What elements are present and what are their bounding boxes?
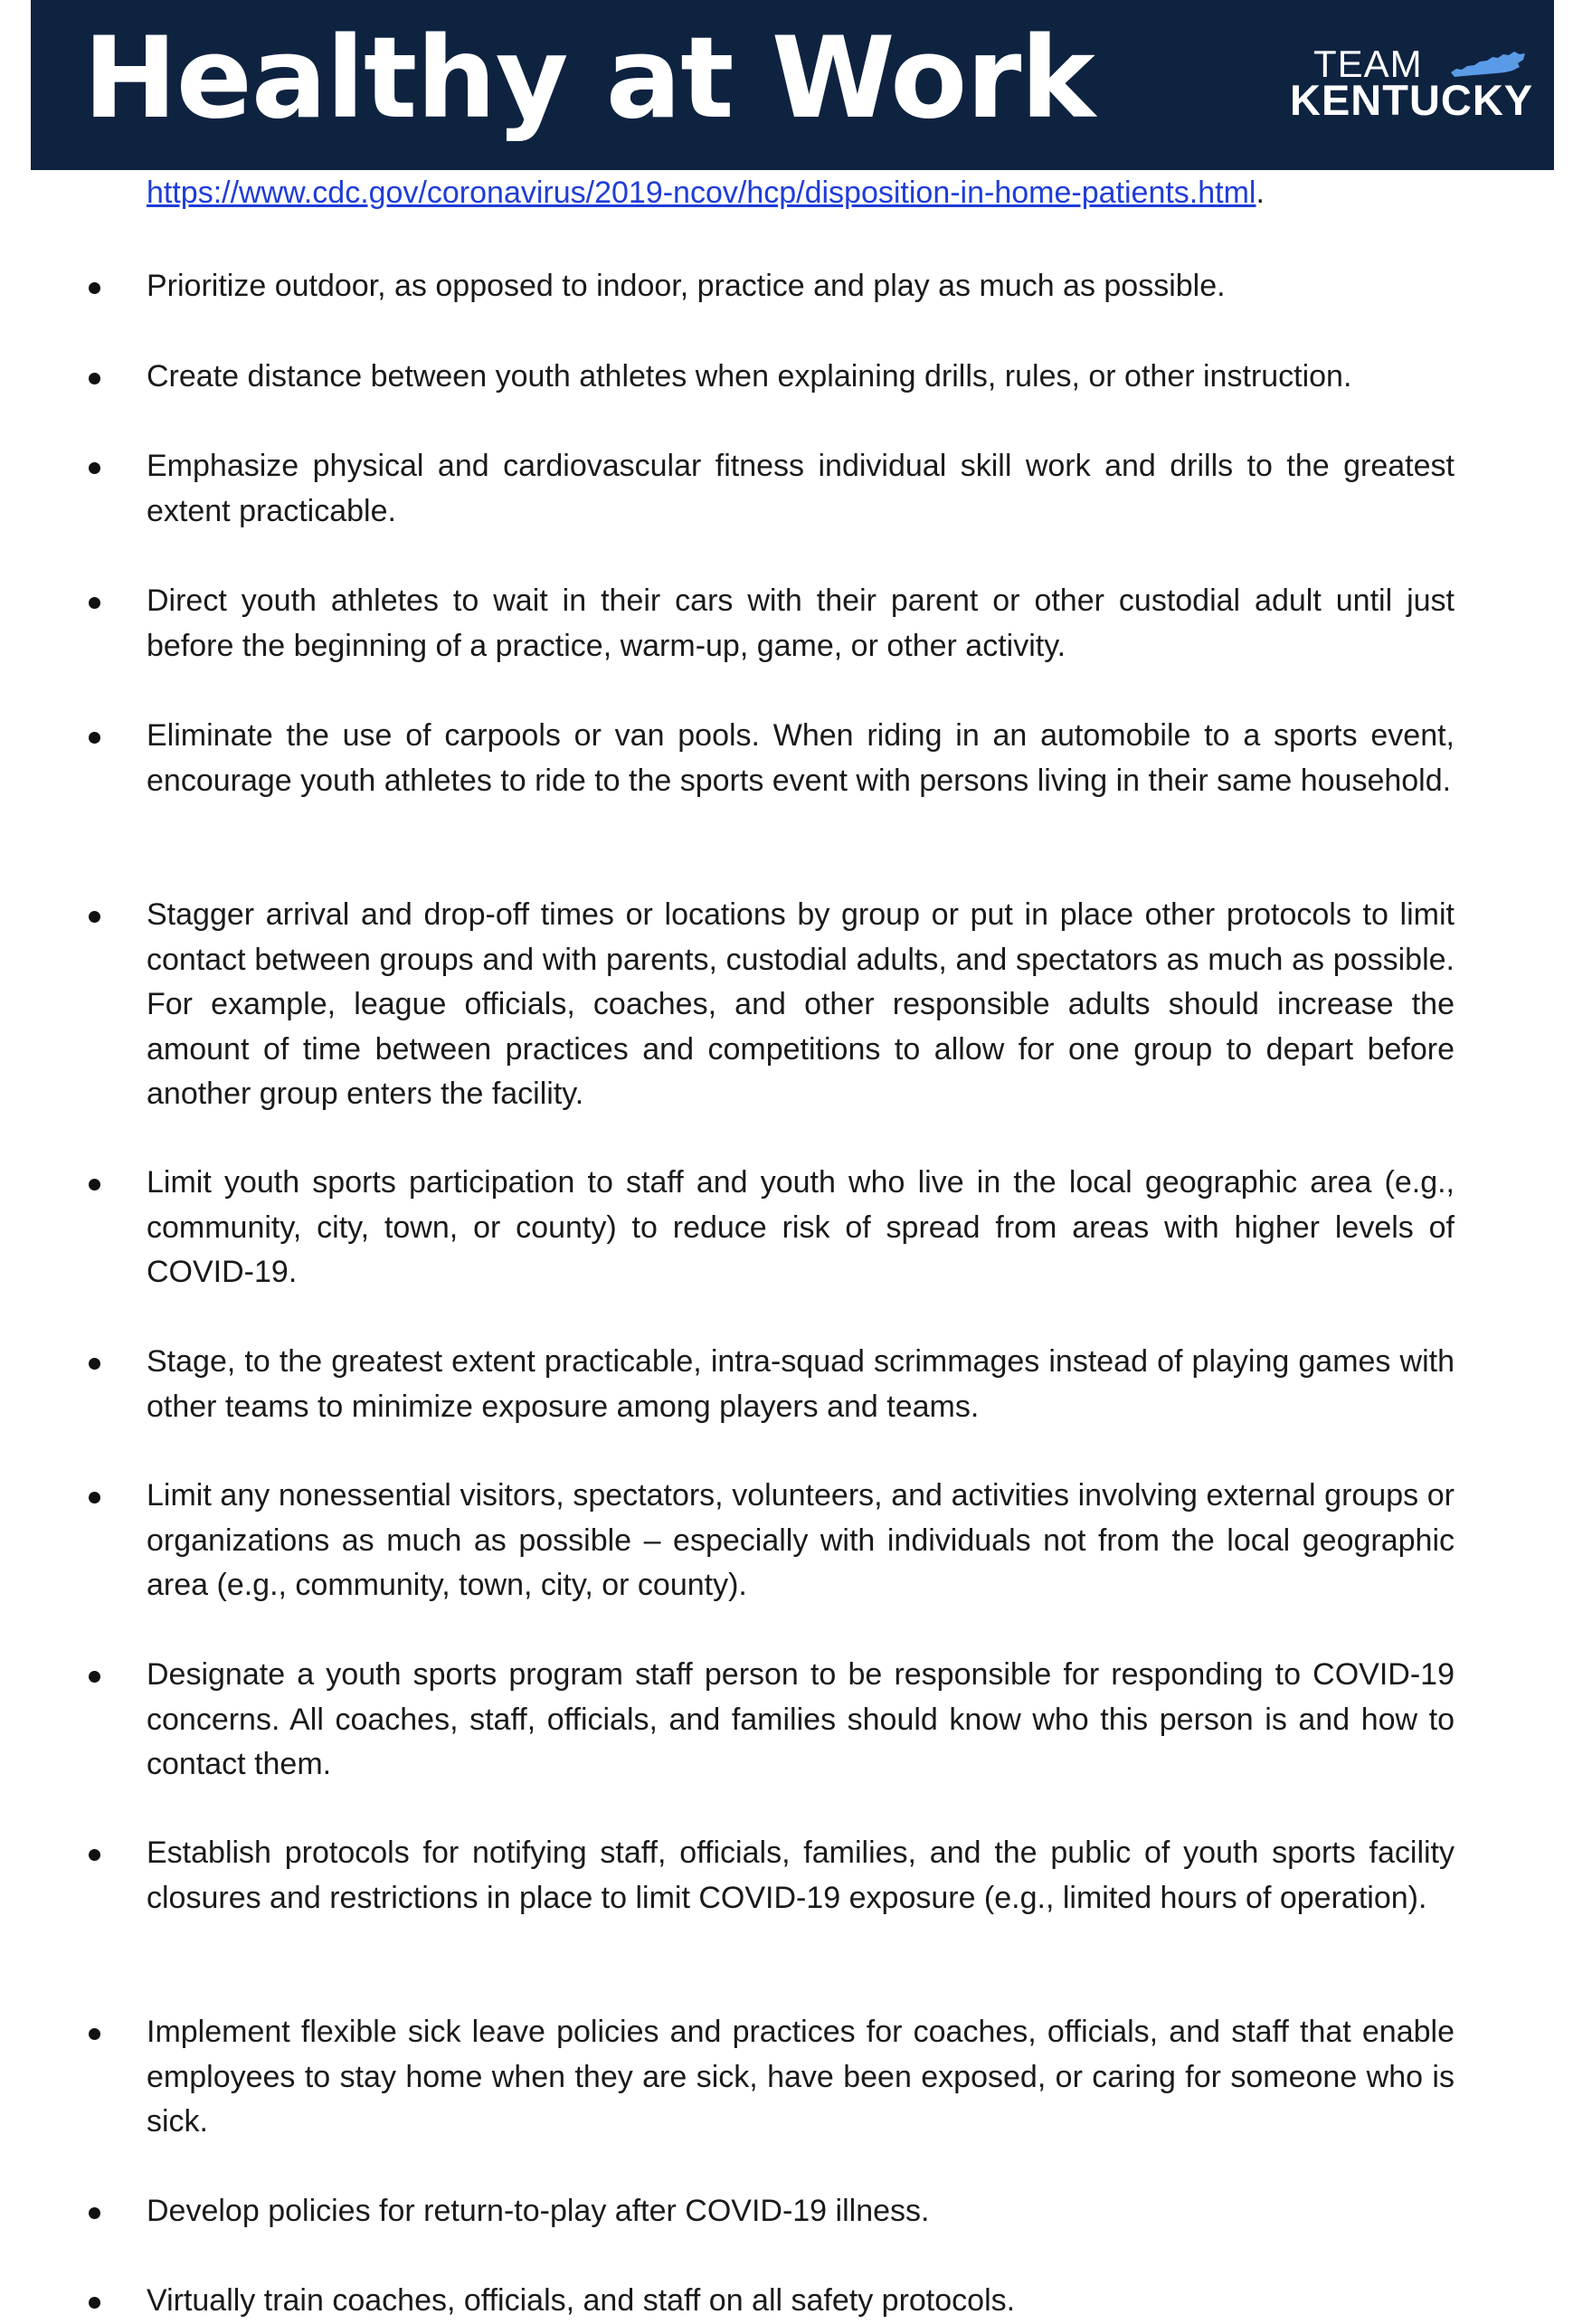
bullet-dot-icon [89, 2028, 100, 2040]
list-item-text: Virtually train coaches, officials, and staff on all safety protocols. [147, 2283, 1016, 2318]
bullet-dot-icon [89, 282, 100, 294]
list-item-text: Implement flexible sick leave policies and practices for coaches, officials, and staff that enable employees to stay home when they are sick, have been exposed, or caring for someone who is sick. [147, 2015, 1455, 2139]
list-item-text: Develop policies for return-to-play after COVID-19 illness. [147, 2194, 930, 2228]
list-item-text: Designate a youth sports program staff person to be responsible for responding to COVID-19 concerns. All coaches, staff, officials, and families should know who this person is and how to contact them. [147, 1657, 1455, 1781]
bullet-dot-icon [89, 2297, 100, 2309]
list-item-text: Limit youth sports participation to staff and youth who live in the local geographic area (e.g., community, city, town, or county) to reduce risk of spread from areas with higher levels of COVID-19. [147, 1165, 1455, 1289]
list-item-text: Emphasize physical and cardiovascular fitness individual skill work and drills to the greatest extent practicable. [147, 449, 1455, 528]
page-title: Healthy at Work [83, 14, 1094, 144]
bullet-dot-icon [89, 732, 100, 744]
bullet-dot-icon [89, 462, 100, 474]
cdc-link[interactable]: https://www.cdc.gov/coronavirus/2019-ncov/hcp/disposition-in-home-patients.html [147, 175, 1256, 210]
list-item-text: Limit any nonessential visitors, spectators, volunteers, and activities involving external groups or organizations as much as possible – especially with individuals not from the local geographic area (e.g., community, town, city, or county). [147, 1478, 1455, 1602]
list-item-text: Direct youth athletes to wait in their cars with their parent or other custodial adult until just before the beginning of a practice, warm-up, game, or other activity. [147, 583, 1455, 663]
bullet-dot-icon [89, 373, 100, 384]
list-item-text: Prioritize outdoor, as opposed to indoor, practice and play as much as possible. [147, 269, 1226, 303]
bullet-dot-icon [89, 1179, 100, 1190]
bullet-dot-icon [89, 2207, 100, 2219]
list-item-text: Stage, to the greatest extent practicable, intra-squad scrimmages instead of playing games with other teams to minimize exposure among players and teams. [147, 1344, 1455, 1424]
bullet-dot-icon [89, 1492, 100, 1503]
brand-state-label: KENTUCKY [1290, 76, 1534, 124]
bullet-dot-icon [89, 1849, 100, 1861]
reference-link-line [147, 170, 1458, 215]
brand-team-label: TEAM [1313, 43, 1423, 85]
bullet-dot-icon [89, 1671, 100, 1683]
list-item-text: Create distance between youth athletes when explaining drills, rules, or other instruction. [147, 359, 1352, 394]
list-item-text: Stagger arrival and drop-off times or locations by group or put in place other protocols to limit contact between groups and with parents, custodial adults, and spectators as much as possible. For example, league officials, coaches, and other responsible adults should increase the amount of time between practices and competitions to allow for one group to depart before another group enters the facility. [147, 897, 1455, 1111]
bullet-dot-icon [89, 911, 100, 923]
bullet-dot-icon [89, 597, 100, 609]
list-item-text: Establish protocols for notifying staff, officials, families, and the public of youth sports facility closures and restrictions in place to limit COVID-19 exposure (e.g., limited hours of operation). [147, 1835, 1455, 1915]
link-trailing-period: . [1256, 175, 1265, 210]
bullet-dot-icon [89, 1358, 100, 1370]
list-item-text: Eliminate the use of carpools or van pools. When riding in an automobile to a sports event, encourage youth athletes to ride to the sports event with persons living in their same household. [147, 718, 1455, 798]
